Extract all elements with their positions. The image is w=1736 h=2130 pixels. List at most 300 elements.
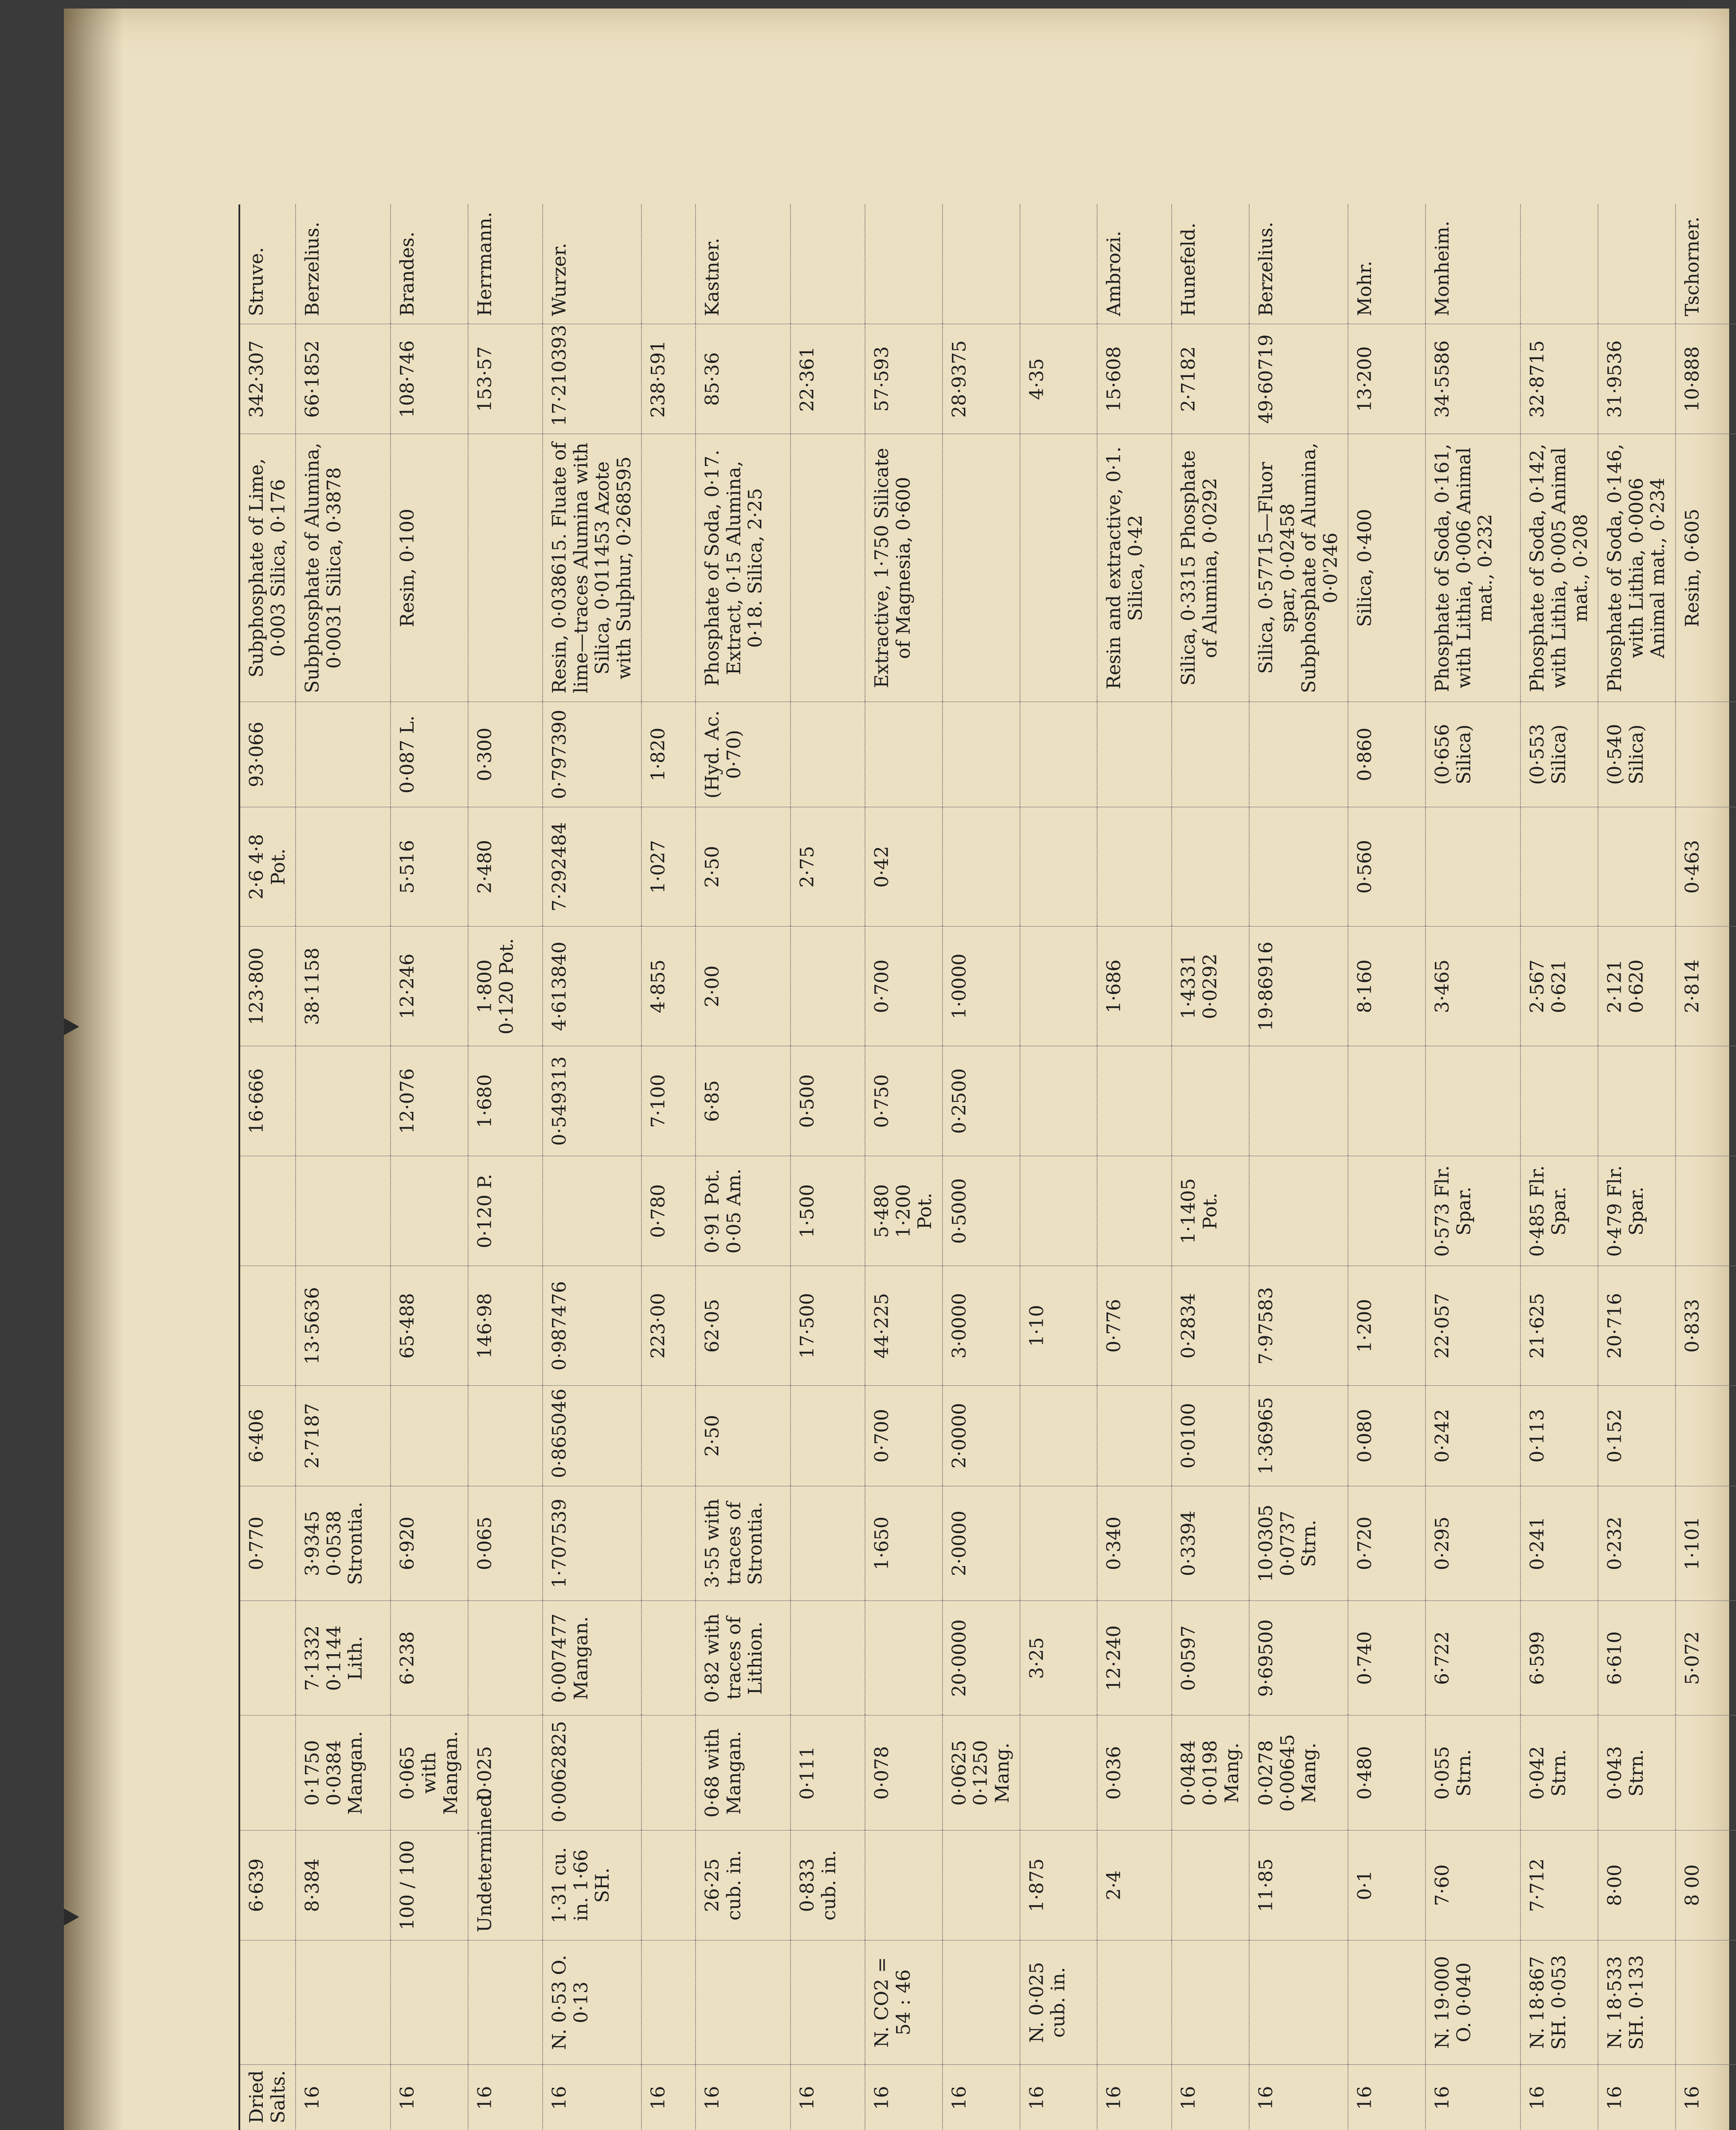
cell-c10 xyxy=(1676,702,1736,807)
cell-c10 xyxy=(943,702,1020,807)
cell-c6 xyxy=(239,1156,296,1266)
cell-total: 28·9375 xyxy=(943,324,1020,434)
cell-c6 xyxy=(1348,1156,1426,1266)
cell-c6 xyxy=(296,1156,391,1266)
cell-c8: 2·814 xyxy=(1676,927,1736,1046)
cell-c6 xyxy=(543,1156,641,1266)
cell-c2 xyxy=(468,1601,543,1716)
cell-c9: 2·75 xyxy=(790,807,865,927)
cell-other: Resin and extractive, 0·1. Silica, 0·42 xyxy=(1097,434,1172,702)
cell-vol: Undetermined. xyxy=(468,1830,543,1940)
cell-c7: 6·85 xyxy=(696,1046,790,1156)
cell-c9: 0·463 xyxy=(1676,807,1736,927)
cell-c4: 0·242 xyxy=(1426,1386,1520,1486)
cell-c5: 1·10 xyxy=(1020,1266,1098,1386)
cell-c7 xyxy=(1172,1046,1249,1156)
cell-salts: 16 xyxy=(1426,2064,1520,2130)
cell-other xyxy=(468,434,543,702)
cell-c6: 0·91 Pot. 0·05 Am. xyxy=(696,1156,790,1266)
cell-salts: 16 xyxy=(943,2064,1020,2130)
cell-c9 xyxy=(1097,807,1172,927)
cell-c10 xyxy=(1172,702,1249,807)
cell-c6 xyxy=(391,1156,468,1266)
cell-salts: 16 xyxy=(543,2064,641,2130)
cell-gas: N. 0·53 O. 0·13 xyxy=(543,1940,641,2065)
cell-salts: 16 xyxy=(1020,2064,1098,2130)
cell-author: Herrmann. xyxy=(468,204,543,324)
cell-c5: 223·00 xyxy=(641,1266,696,1386)
cell-c9: 2·50 xyxy=(696,807,790,927)
cell-c9: 2·6 4·8 Pot. xyxy=(239,807,296,927)
cell-c2: 12·240 xyxy=(1097,1601,1172,1716)
cell-author: Berzelius. xyxy=(296,204,391,324)
cell-c1: 0·0625 0·1250 Mang. xyxy=(943,1716,1020,1830)
cell-c5: 13·5636 xyxy=(296,1266,391,1386)
cell-c8: 8·160 xyxy=(1348,927,1426,1046)
cell-c3: 0·232 xyxy=(1598,1486,1676,1600)
cell-gas xyxy=(1097,1940,1172,2065)
cell-vol: 1·31 cu. in. 1·66 SH. xyxy=(543,1830,641,1940)
cell-c7: 0·2500 xyxy=(943,1046,1020,1156)
cell-c1: 0·042 Strn. xyxy=(1520,1716,1598,1830)
cell-c5 xyxy=(239,1266,296,1386)
cell-c1: 0·0278 0·00645 Mang. xyxy=(1249,1716,1348,1830)
cell-c8: 1·0000 xyxy=(943,927,1020,1046)
cell-c6: 0·5000 xyxy=(943,1156,1020,1266)
cell-c10: 0·300 xyxy=(468,702,543,807)
cell-c3: 3·9345 0·0538 Strontia. xyxy=(296,1486,391,1600)
cell-other: Phosphate of Soda, 0·146, with Lithia, 0·0006 Animal mat., 0·234 xyxy=(1598,434,1676,702)
cell-c7 xyxy=(1249,1046,1348,1156)
cell-c2 xyxy=(865,1601,943,1716)
cell-total: 85·36 xyxy=(696,324,790,434)
cell-c6: 0·479 Flr. Spar. xyxy=(1598,1156,1676,1266)
cell-c10: (0·553 Silica) xyxy=(1520,702,1598,807)
cell-author: Tschorner. xyxy=(1676,204,1736,324)
cell-c1: 0·68 with Mangan. xyxy=(696,1716,790,1830)
cell-c8: 4·613840 xyxy=(543,927,641,1046)
cell-c9: 0·560 xyxy=(1348,807,1426,927)
cell-c7: 7·100 xyxy=(641,1046,696,1156)
cell-c2: 3·25 xyxy=(1020,1601,1098,1716)
cell-total: 238·591 xyxy=(641,324,696,434)
cell-c2: 0·0597 xyxy=(1172,1601,1249,1716)
cell-c6: 0·120 P. xyxy=(468,1156,543,1266)
cell-c8: 4·855 xyxy=(641,927,696,1046)
cell-c1: 0·480 xyxy=(1348,1716,1426,1830)
cell-c1: 0·065 with Mangan. xyxy=(391,1716,468,1830)
cell-c3: 0·770 xyxy=(239,1486,296,1600)
cell-c8 xyxy=(1020,927,1098,1046)
binding-hole-mark xyxy=(64,1908,81,1926)
cell-c7 xyxy=(1348,1046,1426,1156)
cell-gas xyxy=(641,1940,696,2065)
cell-total: 342·307 xyxy=(239,324,296,434)
cell-salts: 16 xyxy=(1172,2064,1249,2130)
cell-c5: 7·97583 xyxy=(1249,1266,1348,1386)
cell-other: Extractive, 1·750 Silicate of Magnesia, 0·600 xyxy=(865,434,943,702)
cell-other: Phosphate of Soda, 0·142, with Lithia, 0·005 Animal mat., 0·208 xyxy=(1520,434,1598,702)
cell-author xyxy=(790,204,865,324)
cell-salts: 16 xyxy=(1520,2064,1598,2130)
cell-other: Subphosphate of Alumina, 0·0031 Silica, 0·3878 xyxy=(296,434,391,702)
cell-author: Ambrozi. xyxy=(1097,204,1172,324)
cell-author xyxy=(641,204,696,324)
cell-c4 xyxy=(641,1386,696,1486)
cell-c10: 1·820 xyxy=(641,702,696,807)
cell-gas xyxy=(296,1940,391,2065)
cell-c2: 6·238 xyxy=(391,1601,468,1716)
cell-c1: 0·055 Strn. xyxy=(1426,1716,1520,1830)
cell-c1: 0·0484 0·0198 Mang. xyxy=(1172,1716,1249,1830)
cell-c5: 22·057 xyxy=(1426,1266,1520,1386)
cell-c3: 3·55 with traces of Strontia. xyxy=(696,1486,790,1600)
table-row xyxy=(865,204,943,2130)
cell-c2: 9·69500 xyxy=(1249,1601,1348,1716)
cell-c4: 0·080 xyxy=(1348,1386,1426,1486)
cell-author: Mohr. xyxy=(1348,204,1426,324)
cell-c10: 0·860 xyxy=(1348,702,1426,807)
cell-c6 xyxy=(1020,1156,1098,1266)
cell-author xyxy=(1598,204,1676,324)
cell-gas xyxy=(1348,1940,1426,2065)
cell-other: Resin, 0·100 xyxy=(391,434,468,702)
cell-vol xyxy=(865,1830,943,1940)
cell-c10 xyxy=(1020,702,1098,807)
cell-vol: 1·875 xyxy=(1020,1830,1098,1940)
cell-c8: 38·1158 xyxy=(296,927,391,1046)
cell-c8 xyxy=(790,927,865,1046)
cell-c3: 0·065 xyxy=(468,1486,543,1600)
cell-c6: 5·480 1·200 Pot. xyxy=(865,1156,943,1266)
cell-c1: 0·036 xyxy=(1097,1716,1172,1830)
cell-total: 108·746 xyxy=(391,324,468,434)
cell-c4 xyxy=(1020,1386,1098,1486)
cell-salts: 16 xyxy=(865,2064,943,2130)
cell-other: Phosphate of Soda, 0·17. Extract, 0·15 Alumina, 0·18. Silica, 2·25 xyxy=(696,434,790,702)
table-row xyxy=(1348,204,1426,2130)
cell-c1: 0·0062825 xyxy=(543,1716,641,1830)
cell-c1 xyxy=(239,1716,296,1830)
cell-c3: 2·0000 xyxy=(943,1486,1020,1600)
cell-salts: 16 xyxy=(1598,2064,1676,2130)
cell-salts: 16 xyxy=(790,2064,865,2130)
cell-c3: 0·241 xyxy=(1520,1486,1598,1600)
cell-c4 xyxy=(468,1386,543,1486)
cell-other: Silica, 0·57715—Fluor spar, 0·02458 Subphosphate of Alumina, 0·0'246 xyxy=(1249,434,1348,702)
cell-c3: 0·295 xyxy=(1426,1486,1520,1600)
mineral-water-analysis-table xyxy=(239,204,1704,2130)
cell-c5: 146·98 xyxy=(468,1266,543,1386)
cell-c8: 1·686 xyxy=(1097,927,1172,1046)
cell-c1: 0·1750 0·0384 Mangan. xyxy=(296,1716,391,1830)
cell-other: Silica, 0·3315 Phosphate of Alumina, 0·0292 xyxy=(1172,434,1249,702)
cell-salts: 16 xyxy=(391,2064,468,2130)
table-row xyxy=(1426,204,1520,2130)
binding-hole-mark xyxy=(64,1018,81,1035)
cell-other: Phosphate of Soda, 0·161, with Lithia, 0·006 Animal mat., 0·232 xyxy=(1426,434,1520,702)
cell-c7: 12·076 xyxy=(391,1046,468,1156)
cell-vol xyxy=(943,1830,1020,1940)
cell-c5: 62·05 xyxy=(696,1266,790,1386)
cell-c8: 1·4331 0·0292 xyxy=(1172,927,1249,1046)
cell-gas xyxy=(391,1940,468,2065)
cell-c8: 2·567 0·621 xyxy=(1520,927,1598,1046)
cell-author: Hunefeld. xyxy=(1172,204,1249,324)
cell-c4: 2·0000 xyxy=(943,1386,1020,1486)
cell-c1: 0·043 Strn. xyxy=(1598,1716,1676,1830)
cell-c2: 5·072 xyxy=(1676,1601,1736,1716)
cell-c2 xyxy=(641,1601,696,1716)
cell-c3 xyxy=(641,1486,696,1600)
cell-gas xyxy=(1676,1940,1736,2065)
cell-c5: 65·488 xyxy=(391,1266,468,1386)
cell-c1: 0·078 xyxy=(865,1716,943,1830)
cell-other: Subphosphate of Lime, 0·003 Silica, 0·176 xyxy=(239,434,296,702)
cell-c9: 1·027 xyxy=(641,807,696,927)
cell-total: 31·9536 xyxy=(1598,324,1676,434)
cell-c5: 0·2834 xyxy=(1172,1266,1249,1386)
cell-c3 xyxy=(1020,1486,1098,1600)
cell-c5: 3·0000 xyxy=(943,1266,1020,1386)
cell-c8: 2·121 0·620 xyxy=(1598,927,1676,1046)
cell-vol: 8·384 xyxy=(296,1830,391,1940)
cell-author xyxy=(865,204,943,324)
cell-gas: N. CO2 = 54 : 46 xyxy=(865,1940,943,2065)
cell-c2: 7·1332 0·1144 Lith. xyxy=(296,1601,391,1716)
cell-salts: Dried Salts. xyxy=(239,2064,296,2130)
cell-vol xyxy=(1172,1830,1249,1940)
cell-author: Struve. xyxy=(239,204,296,324)
cell-other xyxy=(1020,434,1098,702)
table-row xyxy=(391,204,468,2130)
cell-c5: 0·776 xyxy=(1097,1266,1172,1386)
cell-c2: 20·0000 xyxy=(943,1601,1020,1716)
cell-c7 xyxy=(1020,1046,1098,1156)
cell-c6 xyxy=(1249,1156,1348,1266)
cell-author: Berzelius. xyxy=(1249,204,1348,324)
cell-c4 xyxy=(391,1386,468,1486)
table-row xyxy=(1676,204,1736,2130)
cell-c7 xyxy=(1520,1046,1598,1156)
cell-c8: 3·465 xyxy=(1426,927,1520,1046)
cell-c1: 0·025 xyxy=(468,1716,543,1830)
table-row xyxy=(543,204,641,2130)
cell-c4 xyxy=(1676,1386,1736,1486)
table-row xyxy=(1520,204,1598,2130)
cell-salts: 16 xyxy=(1097,2064,1172,2130)
cell-c4 xyxy=(1097,1386,1172,1486)
cell-author xyxy=(943,204,1020,324)
table-row xyxy=(1598,204,1676,2130)
cell-c7 xyxy=(1676,1046,1736,1156)
cell-total: 34·5586 xyxy=(1426,324,1520,434)
cell-c9: 7·292484 xyxy=(543,807,641,927)
cell-c4: 2·50 xyxy=(696,1386,790,1486)
cell-author: Brandes. xyxy=(391,204,468,324)
cell-c3: 10·0305 0·0737 Strn. xyxy=(1249,1486,1348,1600)
cell-c2: 6·722 xyxy=(1426,1601,1520,1716)
cell-c9 xyxy=(1172,807,1249,927)
cell-other xyxy=(641,434,696,702)
cell-c3: 0·340 xyxy=(1097,1486,1172,1600)
cell-total: 2·7182 xyxy=(1172,324,1249,434)
cell-gas: N. 18·533 SH. 0·133 xyxy=(1598,1940,1676,2065)
cell-c1: 0·111 xyxy=(790,1716,865,1830)
table-row xyxy=(1172,204,1249,2130)
cell-c2: 0·007477 Mangan. xyxy=(543,1601,641,1716)
cell-c5: 0·833 xyxy=(1676,1266,1736,1386)
cell-c6: 0·485 Flr. Spar. xyxy=(1520,1156,1598,1266)
cell-c6 xyxy=(1097,1156,1172,1266)
cell-c10: 0·797390 xyxy=(543,702,641,807)
cell-c4 xyxy=(790,1386,865,1486)
cell-c2: 0·82 with traces of Lithion. xyxy=(696,1601,790,1716)
cell-vol: 2·4 xyxy=(1097,1830,1172,1940)
cell-vol: 100 / 100 xyxy=(391,1830,468,1940)
cell-salts: 16 xyxy=(696,2064,790,2130)
table-row xyxy=(696,204,790,2130)
cell-c9 xyxy=(1020,807,1098,927)
cell-c9: 2·480 xyxy=(468,807,543,927)
cell-c8: 0·700 xyxy=(865,927,943,1046)
cell-c9: 5·516 xyxy=(391,807,468,927)
cell-other: Resin, 0·605 xyxy=(1676,434,1736,702)
cell-c6: 1·500 xyxy=(790,1156,865,1266)
cell-c4: 1·36965 xyxy=(1249,1386,1348,1486)
cell-c10 xyxy=(1249,702,1348,807)
cell-salts: 16 xyxy=(1348,2064,1426,2130)
cell-vol xyxy=(641,1830,696,1940)
cell-gas xyxy=(790,1940,865,2065)
cell-c4: 0·152 xyxy=(1598,1386,1676,1486)
cell-vol: 8·00 xyxy=(1598,1830,1676,1940)
cell-vol: 7·60 xyxy=(1426,1830,1520,1940)
cell-salts: 16 xyxy=(468,2064,543,2130)
cell-salts: 16 xyxy=(641,2064,696,2130)
cell-author: Monheim. xyxy=(1426,204,1520,324)
table-row xyxy=(641,204,696,2130)
cell-c3: 6·920 xyxy=(391,1486,468,1600)
cell-total: 15·608 xyxy=(1097,324,1172,434)
cell-gas: N. 0·025 cub. in. xyxy=(1020,1940,1098,2065)
cell-c10: (0·540 Silica) xyxy=(1598,702,1676,807)
cell-c2: 0·740 xyxy=(1348,1601,1426,1716)
cell-other: Resin, 0·038615. Fluate of lime—traces Alumina with Silica, 0·011453 Azote with Sulphur, 0·268595 xyxy=(543,434,641,702)
table-row xyxy=(239,204,296,2130)
cell-c1 xyxy=(1020,1716,1098,1830)
cell-gas xyxy=(943,1940,1020,2065)
cell-other xyxy=(943,434,1020,702)
cell-author: Wurzer. xyxy=(543,204,641,324)
cell-c1 xyxy=(641,1716,696,1830)
cell-total: 32·8715 xyxy=(1520,324,1598,434)
table-row xyxy=(943,204,1020,2130)
cell-vol: 8 00 xyxy=(1676,1830,1736,1940)
cell-c7: 0·750 xyxy=(865,1046,943,1156)
cell-c5: 1·200 xyxy=(1348,1266,1426,1386)
cell-c3: 1·707539 xyxy=(543,1486,641,1600)
analysis-table xyxy=(239,204,1736,2130)
cell-c5: 44·225 xyxy=(865,1266,943,1386)
cell-gas xyxy=(1172,1940,1249,2065)
cell-c7 xyxy=(1598,1046,1676,1156)
cell-total: 57·593 xyxy=(865,324,943,434)
cell-other: Silica, 0·400 xyxy=(1348,434,1426,702)
cell-vol: 0·1 xyxy=(1348,1830,1426,1940)
cell-c7 xyxy=(1097,1046,1172,1156)
cell-c9 xyxy=(296,807,391,927)
table-row xyxy=(296,204,391,2130)
cell-c9 xyxy=(1426,807,1520,927)
cell-vol: 6·639 xyxy=(239,1830,296,1940)
cell-c6: 0·573 Flr. Spar. xyxy=(1426,1156,1520,1266)
cell-gas xyxy=(468,1940,543,2065)
cell-gas: N. 18·867 SH. 0·053 xyxy=(1520,1940,1598,2065)
cell-c1 xyxy=(1676,1716,1736,1830)
cell-author xyxy=(1020,204,1098,324)
cell-total: 17·210393 xyxy=(543,324,641,434)
cell-c10 xyxy=(790,702,865,807)
cell-c7 xyxy=(1426,1046,1520,1156)
cell-c5: 20·716 xyxy=(1598,1266,1676,1386)
cell-c3 xyxy=(790,1486,865,1600)
cell-c6: 1·1405 Pot. xyxy=(1172,1156,1249,1266)
cell-c7: 16·666 xyxy=(239,1046,296,1156)
cell-c8: 123·800 xyxy=(239,927,296,1046)
cell-c2 xyxy=(790,1601,865,1716)
cell-c3: 1·650 xyxy=(865,1486,943,1600)
cell-c2: 6·610 xyxy=(1598,1601,1676,1716)
cell-total: 66·1852 xyxy=(296,324,391,434)
table-row xyxy=(1020,204,1098,2130)
cell-c3: 1·101 xyxy=(1676,1486,1736,1600)
cell-c2: 6·599 xyxy=(1520,1601,1598,1716)
cell-vol: 26·25 cub. in. xyxy=(696,1830,790,1940)
cell-c10 xyxy=(865,702,943,807)
table-row xyxy=(468,204,543,2130)
cell-c7: 0·549313 xyxy=(543,1046,641,1156)
cell-c9 xyxy=(1598,807,1676,927)
cell-salts: 16 xyxy=(1249,2064,1348,2130)
cell-vol: 7·712 xyxy=(1520,1830,1598,1940)
cell-c9 xyxy=(1520,807,1598,927)
table-row xyxy=(1097,204,1172,2130)
cell-c10: 93·066 xyxy=(239,702,296,807)
cell-c8: 2·00 xyxy=(696,927,790,1046)
cell-c7: 0·500 xyxy=(790,1046,865,1156)
gutter-shadow xyxy=(64,9,124,2130)
cell-c9 xyxy=(943,807,1020,927)
cell-gas xyxy=(1249,1940,1348,2065)
cell-gas: N. 19·000 O. 0·040 xyxy=(1426,1940,1520,2065)
cell-author: Kastner. xyxy=(696,204,790,324)
cell-c4: 6·406 xyxy=(239,1386,296,1486)
cell-c6: 0·780 xyxy=(641,1156,696,1266)
cell-c4: 0·865046 xyxy=(543,1386,641,1486)
cell-c7 xyxy=(296,1046,391,1156)
cell-gas xyxy=(239,1940,296,2065)
table-row xyxy=(1249,204,1348,2130)
cell-c10: (Hyd. Ac. 0·70) xyxy=(696,702,790,807)
cell-c7: 1·680 xyxy=(468,1046,543,1156)
cell-c4: 0·113 xyxy=(1520,1386,1598,1486)
cell-c8: 12·246 xyxy=(391,927,468,1046)
cell-c4: 0·700 xyxy=(865,1386,943,1486)
cell-c5: 17·500 xyxy=(790,1266,865,1386)
cell-total: 13·200 xyxy=(1348,324,1426,434)
cell-salts: 16 xyxy=(1676,2064,1736,2130)
